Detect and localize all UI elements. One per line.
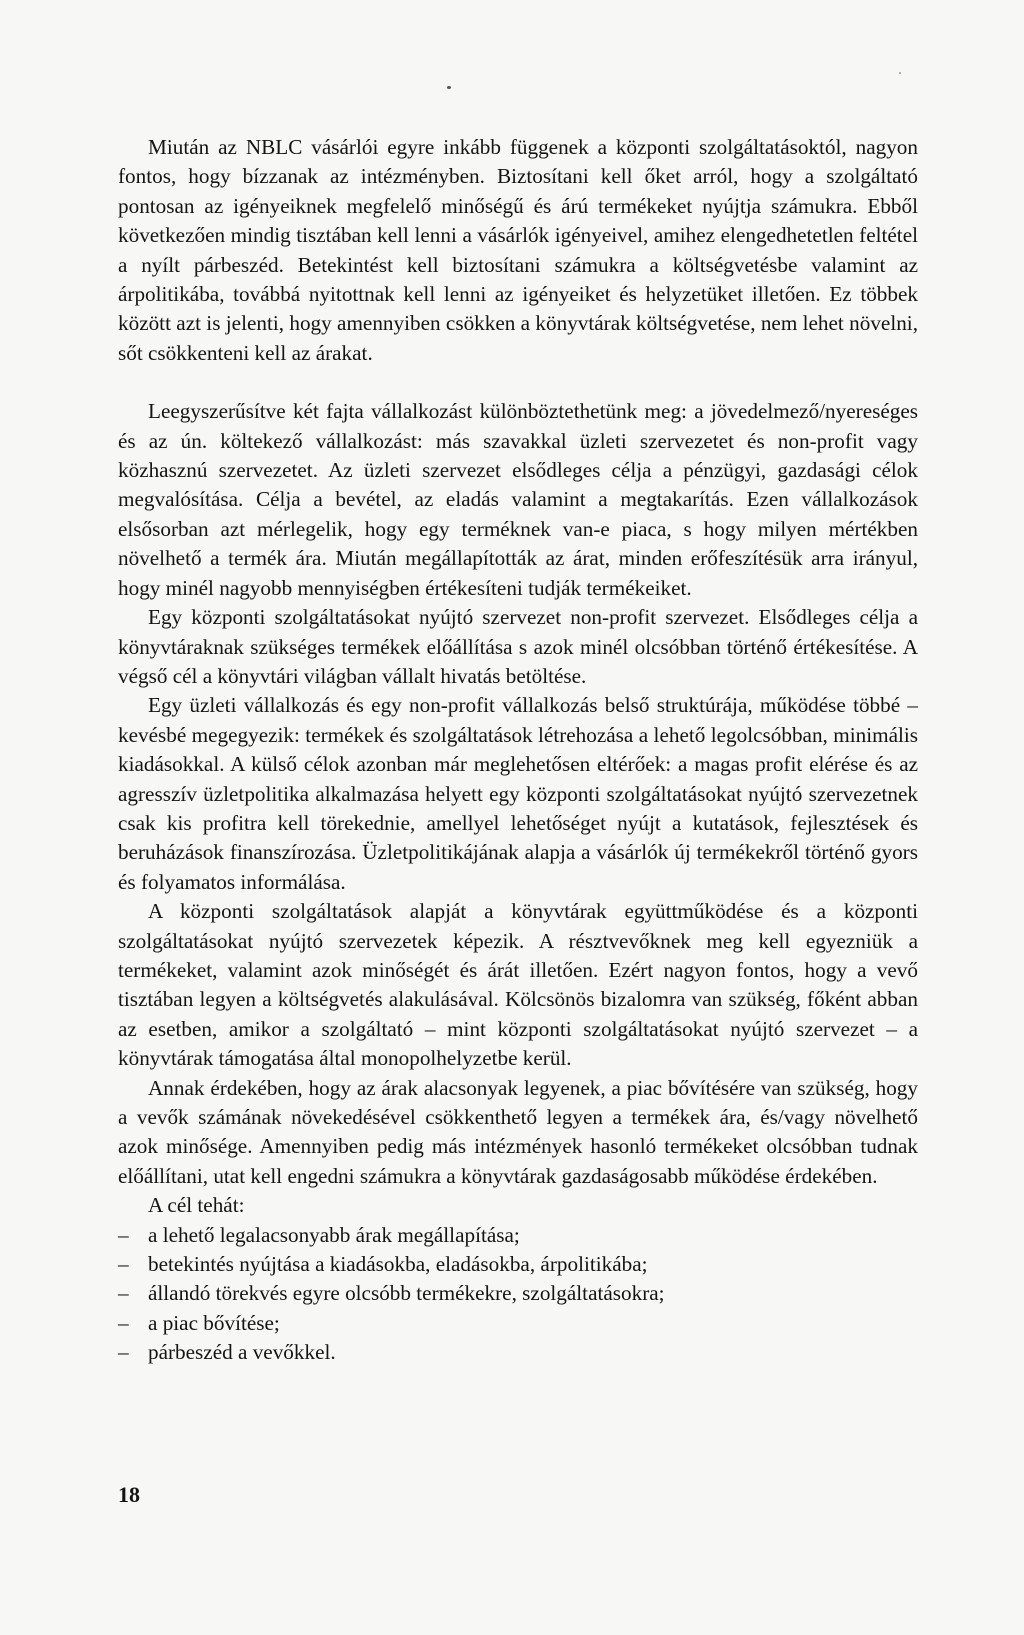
list-item xyxy=(118,1279,918,1308)
list-dash: – xyxy=(118,1222,129,1247)
list-item xyxy=(118,1338,918,1367)
body-text xyxy=(118,133,918,1368)
print-speck xyxy=(899,72,901,74)
list-item-text: a piac bővítése; xyxy=(148,1310,280,1335)
paragraph: A központi szolgáltatások alapját a könyvtárak együttműködése és a központi szolgáltatásokat nyújtó szervezetek képezik. A résztvevőknek meg kell egyezniük a termékeket, valamint azok minőségét és árát illetően. Ezért nagyon fontos, hogy a vevő tisztában legyen a költségvetés alakulásával. Kölcsönös bizalomra van szükség, főként abban az esetben, amikor a szolgáltató – mint központi szolgáltatásokat nyújtó szervezet – a könyvtárak támogatása által monopolhelyzetbe kerül. xyxy=(118,899,918,1071)
paragraph: Miután az NBLC vásárlói egyre inkább függenek a központi szolgáltatásoktól, nagyon fontos, hogy bízzanak az intézményben. Biztosítani kell őket arról, hogy a szolgáltató pontosan az igényeiknek megfelelő minőségű és árú termékeket nyújtja számukra. Ebből következően mindig tisztában kell lenni a vásárlók igényeivel, amihez elengedhetetlen feltétel a nyílt párbeszéd. Betekintést kell biztosítani számukra a költségvetésbe valamint az árpolitikába, továbbá nyitottnak kell lenni az igényeiket és helyzetüket illetően. Ez többek között azt is jelenti, hogy amennyiben csökken a könyvtárak költségvetése, nem lehet növelni, sőt csökkenteni kell az árakat. xyxy=(118,135,918,365)
list-item xyxy=(118,1250,918,1279)
list-item-text: betekintés nyújtása a kiadásokba, eladásokba, árpolitikába; xyxy=(148,1252,648,1277)
list-dash: – xyxy=(118,1252,129,1277)
print-speck xyxy=(447,86,451,89)
goal-list xyxy=(118,1221,918,1368)
paragraph: Egy központi szolgáltatásokat nyújtó szervezet non-profit szervezet. Elsődleges célja a könyvtáraknak szükséges termékek előállítása s azok minél olcsóbban történő értékesítése. A végső cél a könyvtári világban vállalt hivatás betöltése. xyxy=(118,605,918,688)
list-item xyxy=(118,1309,918,1338)
paragraph: Leegyszerűsítve két fajta vállalkozást különböztethetünk meg: a jövedelmező/nyereséges és az ún. költekező vállalkozást: más szavakkal üzleti szervezetet és non-profit vagy közhasznú szervezetet. Az üzleti szervezet elsődleges célja a pénzügyi, gazdasági célok megvalósítása. Célja a bevétel, az eladás valamint a megtakarítás. Ezen vállalkozások elsősorban azt mérlegelik, hogy egy terméknek van-e piaca, s hogy milyen mértékben növelhető a termék ára. Miután megállapították az árat, minden erőfeszítésük arra irányul, hogy minél nagyobb mennyiségben értékesíteni tudják termékeiket. xyxy=(118,399,918,600)
list-item-text: párbeszéd a vevőkkel. xyxy=(148,1340,336,1365)
paragraph: Egy üzleti vállalkozás és egy non-profit vállalkozás belső struktúrája, működése többé – kevésbé megegyezik: termékek és szolgáltatások létrehozása a lehető legolcsóbban, minimális kiadásokkal. A külső célok azonban már meglehetősen eltérőek: a magas profit elérése és az agresszív üzletpolitika alkalmazása helyett egy központi szolgáltatásokat nyújtó szervezetnek csak kis profitra kell törekednie, amellyel lehetőséget nyújt a kutatások, fejlesztések és beruházások finanszírozása. Üzletpolitikájának alapja a vásárlók új termékekről történő gyors és folyamatos informálása. xyxy=(118,693,918,894)
list-item-text: állandó törekvés egyre olcsóbb termékekre, szolgáltatásokra; xyxy=(148,1281,665,1306)
page-number: 18 xyxy=(118,1482,140,1507)
list-dash: – xyxy=(118,1281,129,1306)
list-item xyxy=(118,1221,918,1250)
list-intro: A cél tehát: xyxy=(148,1193,245,1218)
list-dash: – xyxy=(118,1340,129,1365)
list-item-text: a lehető legalacsonyabb árak megállapítása; xyxy=(148,1222,520,1247)
list-dash: – xyxy=(118,1310,129,1335)
paragraph: Annak érdekében, hogy az árak alacsonyak legyenek, a piac bővítésére van szükség, hogy a vevők számának növekedésével csökkenthető legyen a termékek ára, és/vagy növelhető azok minősége. Amennyiben pedig más intézmények hasonló termékeket olcsóbban tudnak előállítani, utat kell engedni számukra a könyvtárak gazdaságosabb működése érdekében. xyxy=(118,1075,918,1188)
